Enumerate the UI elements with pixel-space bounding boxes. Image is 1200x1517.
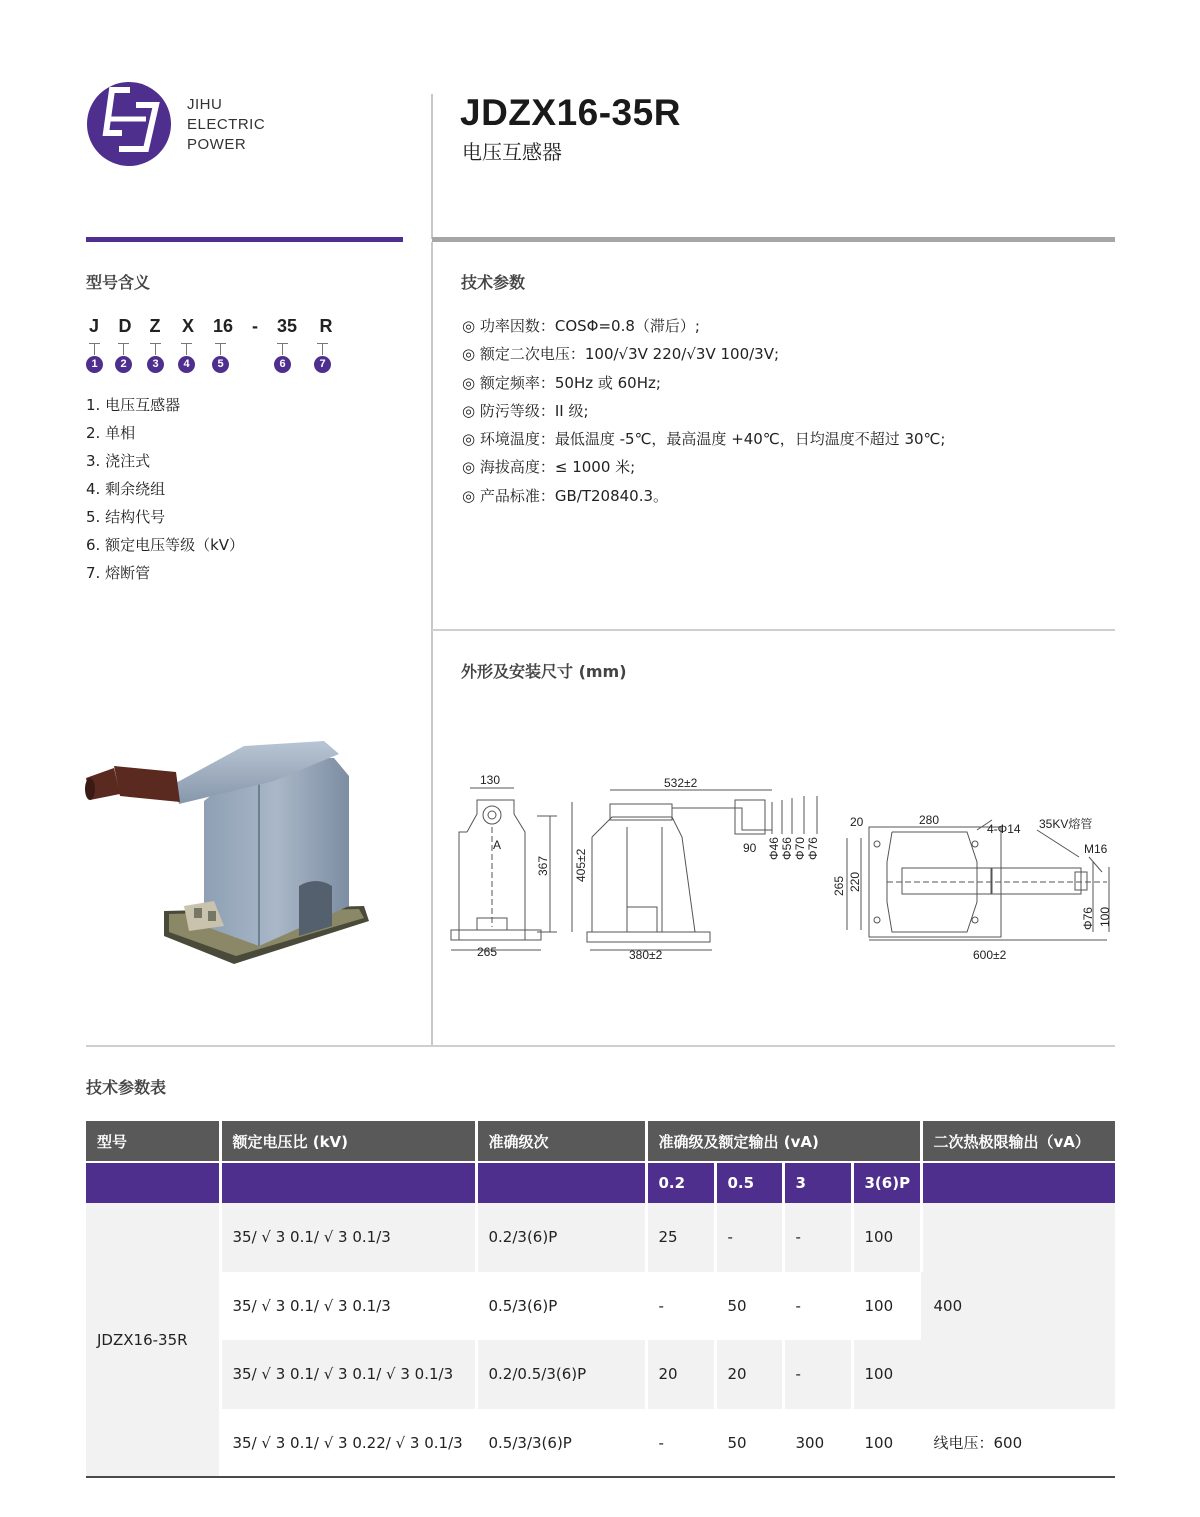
col-header: 二次热极限输出（vA） <box>921 1121 1115 1162</box>
dim-label: 265 <box>832 875 846 896</box>
sub-header: 0.5 <box>715 1162 783 1203</box>
ratio-cell: 35/ √ 3 0.1/ √ 3 0.1/ √ 3 0.1/3 <box>220 1340 476 1409</box>
code-marker: 1 <box>86 356 103 373</box>
list-item: 4. 剩余绕组 <box>86 480 166 498</box>
brand-line: ELECTRIC <box>187 116 266 133</box>
sub-header-empty <box>476 1162 646 1203</box>
header-divider <box>431 94 433 239</box>
value-cell: 50 <box>715 1272 783 1341</box>
brand-name <box>187 95 265 155</box>
dimensions-heading: 外形及安装尺寸 (mm) <box>461 662 627 681</box>
list-item: 3. 浇注式 <box>86 452 151 470</box>
code-tick <box>89 343 100 356</box>
code-tick <box>181 343 192 356</box>
list-item: ◎ 功率因数：COSΦ=0.8（滞后）; <box>462 317 700 335</box>
dim-label: 280 <box>919 813 940 827</box>
list-item: ◎ 防污等级：II 级; <box>462 401 589 420</box>
sub-header-empty <box>220 1162 476 1203</box>
page-title: JDZX16-35R <box>460 92 681 133</box>
value-cell: 100 <box>852 1272 921 1341</box>
code-marker: 7 <box>314 356 331 373</box>
code-tick <box>277 343 288 356</box>
list-item: ◎ 海拔高度：≤ 1000 米; <box>462 458 636 477</box>
accent-bar <box>86 237 403 242</box>
sub-header-empty <box>921 1162 1115 1203</box>
code-marker: 2 <box>115 356 132 373</box>
value-cell: - <box>646 1272 715 1341</box>
dim-label: 265 <box>477 945 498 959</box>
dim-label: Φ76 <box>806 837 820 860</box>
column-divider <box>431 242 433 1046</box>
sub-header: 0.2 <box>646 1162 715 1203</box>
section-divider <box>432 629 1115 631</box>
class-cell: 0.5/3(6)P <box>476 1272 646 1341</box>
line-voltage-cell: 线电压：600 <box>921 1409 1115 1478</box>
model-meaning-heading: 型号含义 <box>86 273 151 292</box>
dim-label: 35KV熔管 <box>1039 817 1093 831</box>
sub-header-empty <box>86 1162 220 1203</box>
list-item: ◎ 额定频率：50Hz 或 60Hz; <box>462 373 661 392</box>
tech-params-heading: 技术参数 <box>461 273 526 292</box>
code-letter: 16 <box>212 316 234 336</box>
value-cell: - <box>646 1409 715 1478</box>
code-marker: 6 <box>274 356 291 373</box>
sub-header: 3(6)P <box>852 1162 921 1203</box>
dim-label: 380±2 <box>629 948 663 962</box>
dim-label: 532±2 <box>664 776 698 790</box>
col-header: 额定电压比 (kV) <box>220 1121 476 1162</box>
sub-header: 3 <box>783 1162 852 1203</box>
table-heading: 技术参数表 <box>86 1078 167 1097</box>
dim-label: Φ46 <box>767 837 781 860</box>
value-cell: 300 <box>783 1409 852 1478</box>
section-divider <box>86 1045 1115 1047</box>
dim-label: 90 <box>743 841 757 855</box>
code-marker: 4 <box>178 356 195 373</box>
code-letter: J <box>88 316 99 336</box>
code-tick <box>215 343 226 356</box>
thermal-limit-cell: 400 <box>921 1203 1115 1409</box>
code-marker: 5 <box>212 356 229 373</box>
code-tick <box>118 343 129 356</box>
table-row <box>86 1203 1115 1272</box>
value-cell: 25 <box>646 1203 715 1272</box>
model-cell: JDZX16-35R <box>86 1203 220 1477</box>
list-item: ◎ 环境温度：最低温度 -5℃，最高温度 +40℃，日均温度不超过 30℃; <box>462 430 946 449</box>
list-item: 1. 电压互感器 <box>86 396 181 414</box>
table-bottom-rule <box>86 1476 1115 1478</box>
list-item: ◎ 产品标准：GB/T20840.3。 <box>462 486 669 505</box>
value-cell: 20 <box>646 1340 715 1409</box>
dim-label: 130 <box>480 773 501 787</box>
value-cell: 100 <box>852 1340 921 1409</box>
dim-label: 4-Φ14 <box>987 822 1021 836</box>
dim-label: 220 <box>848 871 862 892</box>
ratio-cell: 35/ √ 3 0.1/ √ 3 0.22/ √ 3 0.1/3 <box>220 1409 476 1478</box>
list-item: 7. 熔断管 <box>86 564 151 582</box>
dimension-drawing <box>447 772 1117 968</box>
class-cell: 0.2/0.5/3(6)P <box>476 1340 646 1409</box>
code-letter: R <box>319 316 333 336</box>
tech-params-list <box>462 312 945 510</box>
value-cell: 50 <box>715 1409 783 1478</box>
list-item: 5. 结构代号 <box>86 508 166 526</box>
list-item: 2. 单相 <box>86 424 136 442</box>
class-cell: 0.2/3(6)P <box>476 1203 646 1272</box>
gray-bar <box>432 237 1115 242</box>
table-row <box>86 1409 1115 1478</box>
dim-label: A <box>493 838 502 852</box>
dim-label: Φ76 <box>1081 907 1095 930</box>
brand-line: POWER <box>187 136 247 153</box>
ratio-cell: 35/ √ 3 0.1/ √ 3 0.1/3 <box>220 1203 476 1272</box>
dim-label: 20 <box>850 815 864 829</box>
value-cell: 100 <box>852 1409 921 1478</box>
product-photo <box>84 736 374 966</box>
value-cell: 20 <box>715 1340 783 1409</box>
dim-label: 367 <box>536 855 550 876</box>
value-cell: - <box>783 1272 852 1341</box>
class-cell: 0.5/3/3(6)P <box>476 1409 646 1478</box>
code-letter: D <box>118 316 132 336</box>
value-cell: - <box>783 1203 852 1272</box>
dim-label: 405±2 <box>574 848 588 882</box>
dim-label: M16 <box>1084 842 1108 856</box>
col-header: 准确级及额定输出 (vA) <box>646 1121 921 1162</box>
code-marker: 3 <box>147 356 164 373</box>
col-header: 准确级次 <box>476 1121 646 1162</box>
brand-logo-icon <box>86 81 172 167</box>
page-subtitle: 电压互感器 <box>462 140 562 164</box>
list-item: 6. 额定电压等级（kV） <box>86 536 245 554</box>
model-meaning-list <box>86 391 244 587</box>
ratio-cell: 35/ √ 3 0.1/ √ 3 0.1/3 <box>220 1272 476 1341</box>
value-cell: 100 <box>852 1203 921 1272</box>
col-header: 型号 <box>86 1121 220 1162</box>
value-cell: - <box>783 1340 852 1409</box>
code-letter: - <box>252 316 258 336</box>
code-letter: Z <box>149 316 161 336</box>
code-tick <box>317 343 328 356</box>
code-letter: X <box>181 316 194 336</box>
code-letter: 35 <box>276 316 298 336</box>
parameter-table <box>86 1121 1115 1477</box>
brand-line: JIHU <box>187 96 223 113</box>
code-tick <box>150 343 161 356</box>
dim-label: Φ56 <box>780 837 794 860</box>
dim-label: Φ70 <box>793 837 807 860</box>
dim-label: 600±2 <box>973 948 1007 962</box>
list-item: ◎ 额定二次电压：100/√3V 220/√3V 100/3V; <box>462 345 780 364</box>
value-cell: - <box>715 1203 783 1272</box>
dim-label: 100 <box>1098 906 1112 927</box>
